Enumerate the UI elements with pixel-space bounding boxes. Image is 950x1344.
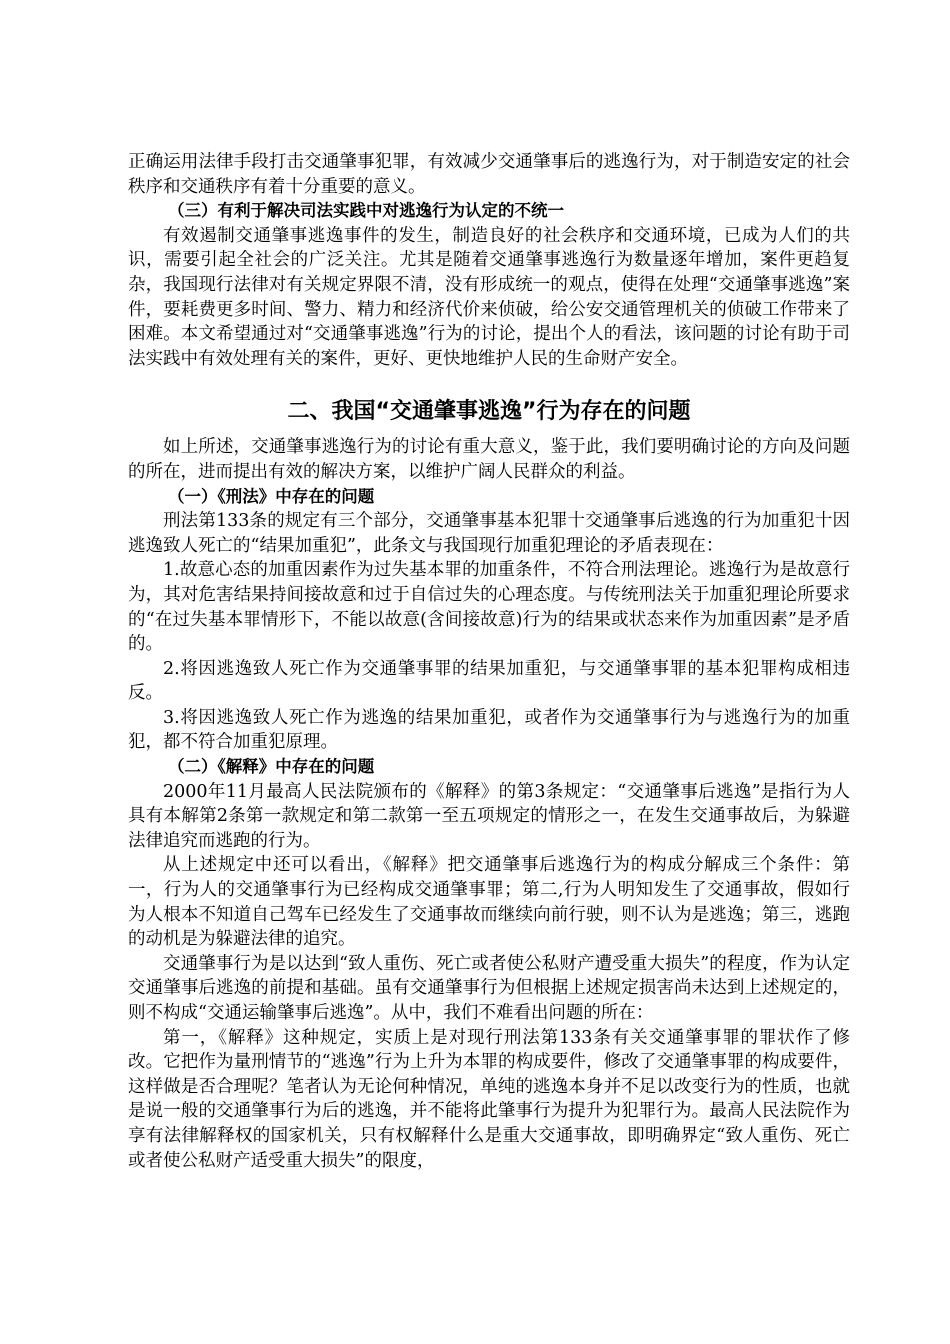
subsection-heading: （一）《刑法》中存在的问题: [168, 486, 375, 506]
section-title: 二、我国“交通肇事逃逸”行为存在的问题: [287, 399, 691, 425]
paragraph: 有效遏制交通肇事逃逸事件的发生，制造良好的社会秩序和交通环境，已成为人们的共识，需要引起全社会的广泛关注。尤其是随着交通肇事逃逸行为数量逐年增加，案件更趋复杂，我国现行法律对有关规定界限不清，没有形成统一的观点，使得在处理“交通肇事逃逸”案件，要耗费更多时间、警力、精力和经济代价来侦破，给公安交通管理机关的侦破工作带来了困难。本文希望通过对“交通肇事逃逸”行为的讨论，提出个人的看法，该问题的讨论有助于司法实践中有效处理有关的案件，更好、更快地维护人民的生命财产安全。: [128, 225, 850, 369]
list-item: 2.将因逃逸致人死亡作为交通肇事罪的结果加重犯，与交通肇事罪的基本犯罪构成相违反。: [128, 658, 850, 704]
paragraph: 2000年11月最高人民法院颁布的《解释》的第3条规定：“交通肇事后逃逸”是指行为人具有本解第2条第一款规定和第二款第一至五项规定的情形之一，在发生交通事故后，为躲避法律追究而逃跑的行为。: [128, 781, 850, 851]
subsection-heading: （三）有利于解决司法实践中对逃逸行为认定的不统一: [168, 201, 564, 221]
list-item: 1.故意心态的加重因素作为过失基本罪的加重条件，不符合刑法理论。逃逸行为是故意行为，其对危害结果持间接故意和过于自信过失的心理态度。与传统刑法关于加重犯理论所要求的“在过失基本罪情形下，不能以故意(含间接故意)行为的结果或状态来作为加重因素”是矛盾的。: [128, 560, 850, 655]
paragraph: 如上所述，交通肇事逃逸行为的讨论有重大意义，鉴于此，我们要明确讨论的方向及问题的所在，进而提出有效的解决方案，以维护广阔人民群众的利益。: [128, 437, 850, 482]
subsection-heading: （二）《解释》中存在的问题: [168, 757, 375, 777]
list-item: 3.将因逃逸致人死亡作为逃逸的结果加重犯，或者作为交通肇事行为与逃逸行为的加重犯，都不符合加重犯原理。: [128, 707, 850, 753]
document-page: [128, 150, 850, 1173]
paragraph: 从上述规定中还可以看出，《解释》把交通肇事后逃逸行为的构成分解成三个条件：第一，行为人的交通肇事行为已经构成交通肇事罪；第二,行为人明知发生了交通事故，假如行为人根本不知道自己驾车已经发生了交通事故而继续向前行驶，则不认为是逃逸；第三，逃跑的动机是为躲避法律的追究。: [128, 855, 850, 950]
paragraph: 正确运用法律手段打击交通肇事犯罪，有效减少交通肇事后的逃逸行为，对于制造安定的社会秩序和交通秩序有着十分重要的意义。: [128, 152, 850, 197]
paragraph: 交通肇事行为是以达到“致人重伤、死亡或者使公私财产遭受重大损失”的程度，作为认定交通肇事后逃逸的前提和基础。虽有交通肇事行为但根据上述规定损害尚未达到上述规定的，则不构成“交通运输肇事后逃逸”。从中，我们不难看出问题的所在：: [128, 953, 850, 1023]
paragraph: 刑法第133条的规定有三个部分，交通肇事基本犯罪十交通肇事后逃逸的行为加重犯十因逃逸致人死亡的“结果加重犯”，此条文与我国现行加重犯理论的矛盾表现在：: [128, 511, 850, 556]
paragraph: 第一，《解释》这种规定，实质上是对现行刑法第133条有关交通肇事罪的罪状作了修改。它把作为量刑情节的“逃逸”行为上升为本罪的构成要件，修改了交通肇事罪的构成要件，这样做是否合理呢？笔者认为无论何种情况，单纯的逃逸本身并不足以改变行为的性质，也就是说一般的交通肇事行为后的逃逸，并不能将此肇事行为提升为犯罪行为。最高人民法院作为享有法律解释权的国家机关，只有权解释什么是重大交通事故，即明确界定“致人重伤、死亡或者使公私财产适受重大损失”的限度，: [128, 1027, 850, 1171]
